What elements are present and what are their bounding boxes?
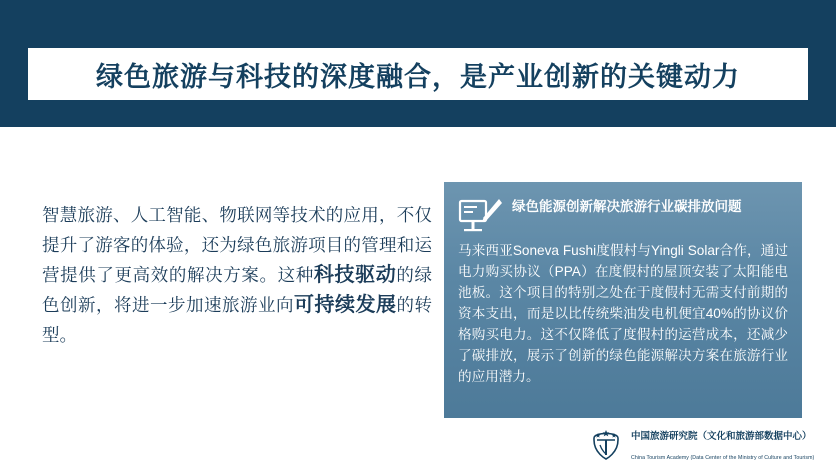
case-study-heading: 绿色能源创新解决旅游行业碳排放问题 — [512, 199, 742, 214]
body-text-part3: 的转型。 — [42, 295, 432, 345]
title-plate — [28, 48, 808, 100]
page-title: 绿色旅游与科技的深度融合，是产业创新的关键动力 — [96, 61, 740, 92]
case-study-card — [444, 182, 802, 418]
case-study-header — [444, 182, 802, 238]
body-emphasis-2: 可持续发展 — [294, 294, 397, 316]
body-text-part2: 的绿色创新，将进一步加速旅游业向 — [42, 265, 432, 315]
body-emphasis-1: 科技驱动 — [313, 264, 397, 286]
logo-text-block — [631, 425, 814, 465]
case-study-text: 马来西亚Soneva Fushi度假村与Yingli Solar合作，通过电力购买协议（PPA）在度假村的屋顶安装了太阳能电池板。这个项目的特别之处在于度假村无需支付前期的资本支出，而是以比传统柴油发电机便宜40%的协议价格购买电力。这不仅降低了度假村的运营成本，还减少了碳排放，展示了创新的绿色能源解决方案在旅游行业的应用潜力。 — [458, 243, 788, 384]
footer-logo — [588, 428, 818, 462]
body-paragraph — [42, 200, 432, 350]
organization-name-cn: 中国旅游研究院（文化和旅游部数据中心） — [631, 431, 812, 442]
presentation-board-icon — [458, 196, 504, 234]
body-text-part1: 智慧旅游、人工智能、物联网等技术的应用，不仅提升了游客的体验，还为绿色旅游项目的管理和运营提供了更高效的解决方案。这种 — [42, 205, 432, 285]
tourism-academy-logo-icon — [588, 429, 624, 461]
organization-name-en: China Tourism Academy (Data Center of the Ministry of Culture and Tourism) — [631, 455, 815, 461]
